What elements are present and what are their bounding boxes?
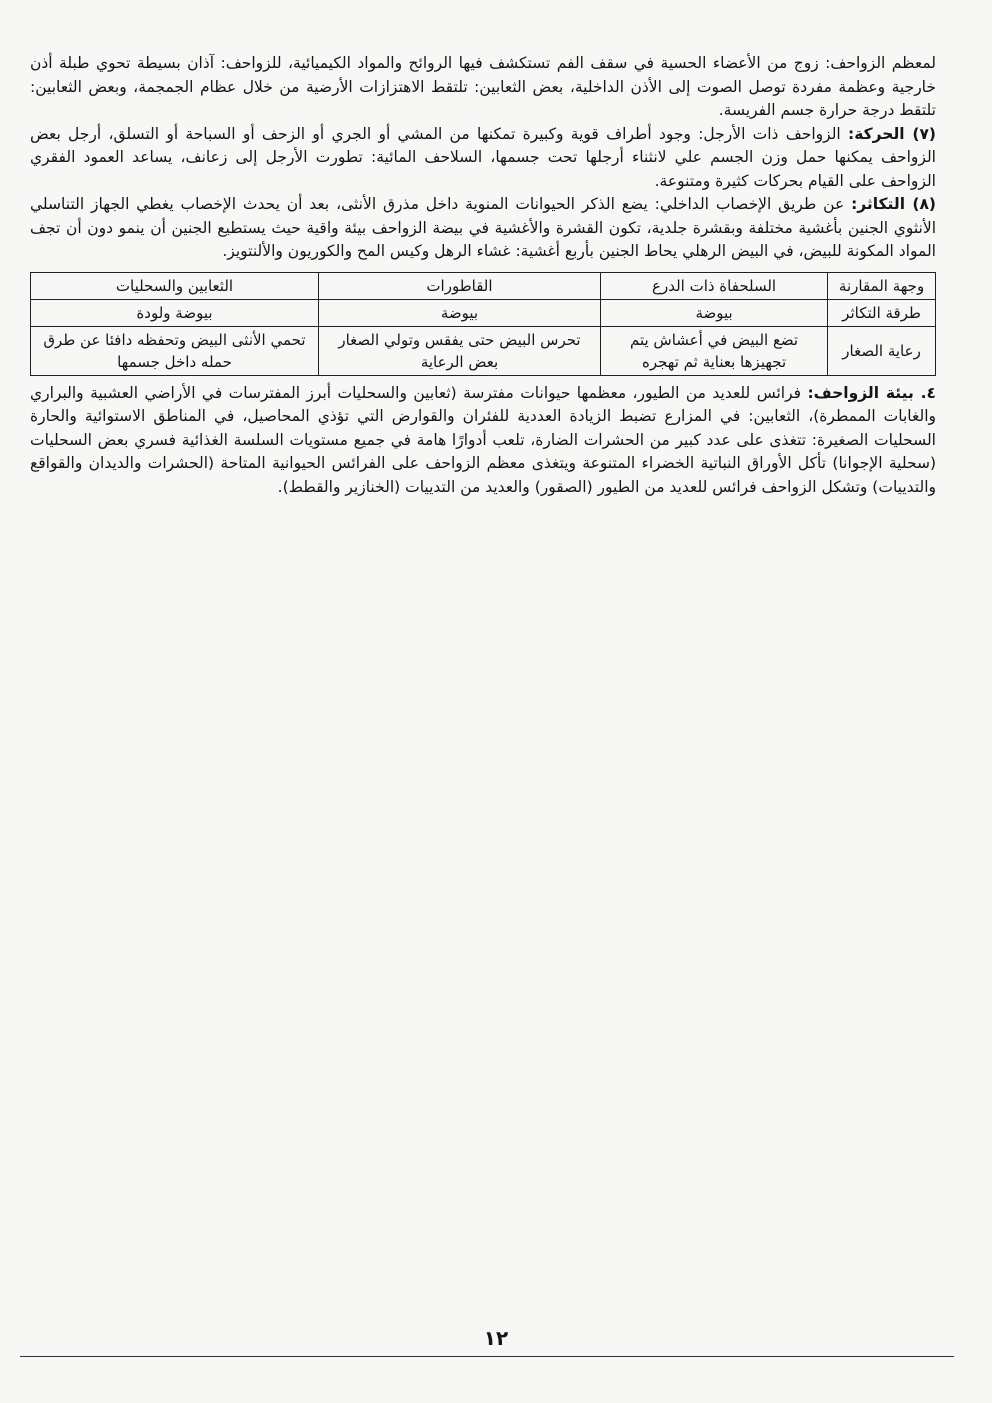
ecology-heading: ٤. بيئة الزواحف:	[807, 383, 937, 402]
paragraph-senses	[30, 52, 936, 123]
senses-text: لمعظم الزواحف: زوج من الأعضاء الحسية في سقف الفم تستكشف فيها الروائح والمواد الكيميائية، للزواحف: آذان بسيطة تحوي طبلة أذن خارجية وعظمة مفردة توصل الصوت إلى الأذن الداخلية، بعض الثعابين: تلتقط الاهتزازات الأرضية من خلال عظام الجمجمة، وبعض الثعابين: تلتقط درجة حرارة جسم الفريسة.	[30, 54, 936, 119]
movement-text: الزواحف ذات الأرجل: وجود أطراف قوية وكبيرة تمكنها من المشي أو الجري أو الزحف أو السباحة أو التسلق، أرجل بعض الزواحف يمكنها حمل وزن الجسم علي لانثناء أرجلها تحت جسمها، السلاحف المائية: تطورت الأرجل إلى زعانف، يساعد العمود الفقري الزواحف على القيام بحركات كثيرة ومتنوعة.	[30, 124, 936, 190]
table-cell: بيوضة	[600, 299, 827, 326]
table-header-cell: الثعابين والسحليات	[31, 272, 319, 299]
page-content	[30, 52, 936, 499]
table-header-cell: وجهة المقارنة	[828, 272, 936, 299]
ecology-text: فرائس للعديد من الطيور، معظمها حيوانات مفترسة (ثعابين والسحليات أبرز المفترسات في الأراضي العشبية والبراري والغابات الممطرة)، الثعابين: في المزارع تضبط الزيادة العددية للفئران والقوارض التي تؤذي المحاصيل، في المناطق الاستوائية والحارة السحليات الصغيرة: تتغذى على عدد كبير من الحشرات الضارة، تلعب أدوارًا هامة في جميع مستويات السلسة الغذائية فسري بعض السحليات (سحلية الإجوانا) تأكل الأوراق النباتية الخضراء المتنوعة ويتغذى معظم الزواحف على الفرائس الحيوانية المتاحة (الحشرات والديدان والقواقع والتدييات) وتشكل الزواحف فرائس للعديد من الطيور (الصقور) والعديد من التدييات (الخنازير والقطط).	[30, 383, 936, 496]
comparison-table	[30, 272, 936, 376]
table-header-row	[31, 272, 936, 299]
table-header-cell: السلحفاة ذات الدرع	[600, 272, 827, 299]
page-number: ١٢	[483, 1326, 509, 1350]
table-cell: طرقة التكاثر	[828, 299, 936, 326]
table-row	[31, 299, 936, 326]
table-cell: رعاية الصغار	[828, 326, 936, 375]
reproduction-text: عن طريق الإخصاب الداخلي: يضع الذكر الحيوانات المنوية داخل مذرق الأنثى، بعد أن يحدث الإخصاب يغطي الجهاز التناسلي الأنثوي الجنين بأغشية مختلفة وبقشرة جلدية، تكون القشرة والأغشية في بيضة الزواحف بيئة واقية حيث يستطيع الجنين أن ينمو دون أن تجف المواد المكونة للبيض، في البيض الرهلي يحاط الجنين بأربع أغشية: غشاء الرهل وكيس المح والكوريون والألنتويز.	[30, 195, 936, 260]
table-cell: بيوضة	[318, 299, 600, 326]
table-cell: تحرس البيض حتى يفقس وتولي الصغار بعض الرعاية	[318, 326, 600, 375]
movement-heading: (٧) الحركة:	[848, 124, 936, 143]
table-cell: تحمي الأنثى البيض وتحفظه دافئا عن طرق حمله داخل جسمها	[31, 326, 319, 375]
reproduction-heading: (٨) التكاثر:	[851, 195, 936, 213]
footer-rule	[20, 1356, 954, 1357]
paragraph-movement	[30, 123, 936, 194]
table-cell: بيوضة ولودة	[31, 299, 319, 326]
paragraph-reproduction	[30, 193, 936, 264]
paragraph-ecology	[30, 382, 936, 500]
table-header-cell: القاطورات	[318, 272, 600, 299]
table-row	[31, 326, 936, 375]
table-cell: تضع البيض في أعشاش يتم تجهيزها بعناية ثم تهجره	[600, 326, 827, 375]
